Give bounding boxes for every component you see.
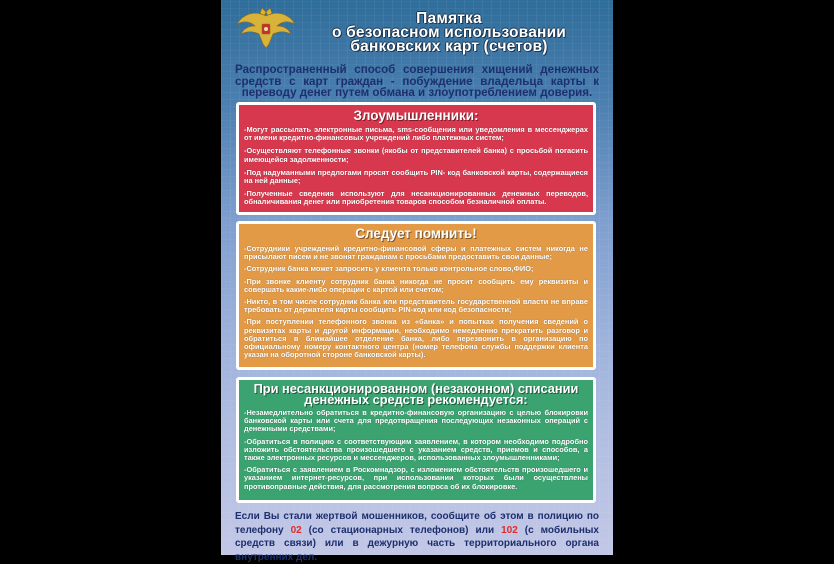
recommended-heading-line-2: денежных средств рекомендуется: xyxy=(304,392,528,407)
poster-title xyxy=(299,12,599,54)
list-item: -При звонке клиенту сотрудник банка никогда не просит сообщить ему реквизиты и совершать какие-либо операции с картой или счетом; xyxy=(244,276,588,294)
title-line-2: о безопасном использовании xyxy=(331,24,567,41)
footer-text-3: (с мобильных средств связи) или в дежурную часть территориального органа внутренних дел. xyxy=(235,524,599,563)
fraudsters-heading: Злоумышленники: xyxy=(353,108,479,123)
list-item: -Полученные сведения используют для несанкционированных денежных переводов, обналичивания денег или приобретения товаров способом безналичной оплаты. xyxy=(244,189,588,207)
remember-heading: Следует помнить! xyxy=(355,226,477,241)
title-line-3: банковских карт (счетов) xyxy=(350,38,548,55)
footer-text-2: (со стационарных телефонов) или xyxy=(301,524,502,536)
title-line-1: Памятка xyxy=(416,10,482,27)
list-item: -Сотрудники учреждений кредитно-финансовой сферы и платежных систем никогда не присылают писем и не звонят гражданам с просьбами предоставить свои данные; xyxy=(244,244,588,262)
fraudsters-box xyxy=(236,102,596,215)
list-item: -Никто, в том числе сотрудник банка или представитель государственной власти не вправе требовать от держателя карты сообщить PIN-код или код безопасности; xyxy=(244,297,588,315)
list-item: -Обратиться с заявлением в Роскомнадзор, с изложением обстоятельств произошедшего и указанием интернет-ресурсов, при использовании которых были осуществлены противоправные действия, для рассмотрения вопроса об их блокировке. xyxy=(244,465,588,491)
list-item: -Могут рассылать электронные письма, sms-сообщения или уведомления в мессенджерах от имени кредитно-финансовых учреждений либо платежных систем; xyxy=(244,125,588,143)
footer-text-1: Если Вы стали жертвой мошенников, сообщите об этом в полицию по телефону xyxy=(235,511,599,536)
list-item: -Под надуманными предлогами просят сообщить PIN- код банковской карты, содержащиеся на ней данные; xyxy=(244,167,588,186)
list-item: -Осуществляют телефонные звонки (якобы от представителей банка) с просьбой погасить имеющейся задолженности; xyxy=(244,146,588,164)
remember-box xyxy=(236,221,596,370)
fraudsters-list xyxy=(244,126,588,207)
list-item: -Незамедлительно обратиться в кредитно-финансовую организацию с целью блокировки банковской карты или счета для предотвращения последующих незаконных операций с денежными средствами; xyxy=(244,408,588,434)
phone-02: 02 xyxy=(290,524,302,536)
double-headed-eagle-emblem-icon xyxy=(235,4,297,50)
footer-note xyxy=(235,510,599,564)
recommended-list xyxy=(244,409,588,491)
list-item: -Сотрудник банка может запросить у клиента только контрольное слово,ФИО; xyxy=(244,264,534,274)
list-item: -При поступлении телефонного звонка из «банка» и попытках получения сведений о реквизитах карты и другой информации, необходимо немедленно прекратить разговор и обратиться в ближайшее отделение банка, либо перезвонить в организацию по официальному номеру контактного центра (номер телефона службы поддержки клиента указан на оборотной стороне банковской карты). xyxy=(244,317,588,360)
list-item: -Обратиться в полицию с соответствующим заявлением, в котором необходимо подробно изложить обстоятельства произошедшего с указанием средств, приемов и способов, а также электронных ресурсов и мессенджеров, использованных злоумышленниками; xyxy=(244,436,588,463)
recommended-heading xyxy=(244,383,588,405)
recommended-heading-line-1: При несанкционированном (незаконном) списании xyxy=(253,381,579,396)
phone-102: 102 xyxy=(501,524,518,536)
remember-list xyxy=(244,245,588,359)
recommended-box xyxy=(236,377,596,503)
intro-paragraph: Распространенный способ совершения хищений денежных средств с карт граждан - побуждение владельца карты к переводу денег путем обмана и злоупотреблением доверия. xyxy=(235,63,599,99)
safety-poster xyxy=(221,0,613,563)
